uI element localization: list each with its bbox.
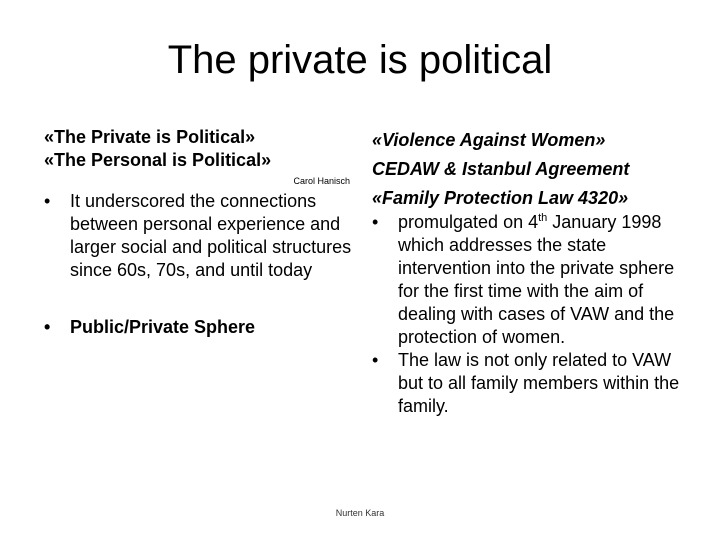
bullet-icon: •	[372, 350, 379, 370]
bullet-text-end: January 1998 which addresses the state intervention into the private sphere for the first time with the aim of dealing with cases of VAW and the protection of women.	[398, 212, 675, 347]
quote-private-political: «The Private is Political»	[44, 127, 256, 147]
list-item	[372, 349, 684, 418]
heading-violence-against-women: «Violence Against Women»	[372, 130, 606, 150]
bullet-icon: •	[44, 191, 51, 211]
bullet-text: The law is not only related to VAW but to all family members within the family.	[398, 350, 680, 416]
bullet-icon: •	[372, 212, 379, 232]
right-bullet-list	[372, 211, 684, 418]
bullet-text: Public/Private Sphere	[70, 317, 256, 337]
slide-title: The private is political	[167, 38, 553, 82]
bullet-text	[398, 212, 674, 347]
list-item	[372, 211, 684, 349]
ordinal-superscript: th	[538, 212, 548, 224]
right-column	[372, 126, 684, 418]
left-column	[44, 126, 362, 339]
bullet-text-start: promulgated on 4	[398, 212, 539, 232]
heading-cedaw-istanbul: CEDAW & Istanbul Agreement	[372, 159, 630, 179]
bullet-text: It underscored the connections between personal experience and larger social and political structures since 60s, 70s, and until today	[70, 191, 352, 280]
left-bullet-list	[44, 190, 362, 339]
list-item	[44, 316, 362, 339]
list-item	[44, 190, 362, 282]
heading-family-protection-law: «Family Protection Law 4320»	[372, 188, 629, 208]
quote-attribution: Carol Hanisch	[293, 176, 350, 186]
quote-personal-political: «The Personal is Political»	[44, 150, 272, 170]
bullet-icon: •	[44, 317, 51, 337]
slide-footer: Nurten Kara	[335, 508, 385, 518]
